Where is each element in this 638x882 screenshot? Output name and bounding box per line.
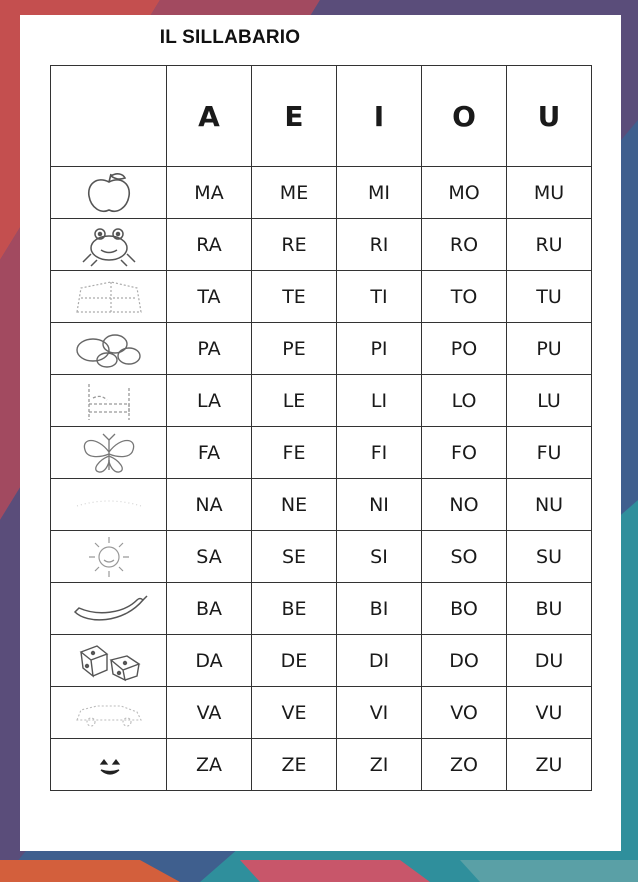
header-row: [51, 66, 592, 167]
syllable-cell: DU: [507, 635, 592, 687]
blank-icon: [67, 482, 151, 528]
syllable-cell: ZO: [422, 739, 507, 791]
butterfly-icon: [67, 430, 151, 476]
syllable-cell: LO: [422, 375, 507, 427]
cake-icon: [67, 274, 151, 320]
syllable-row: [51, 427, 592, 479]
syllable-row: [51, 531, 592, 583]
syllable-cell: NU: [507, 479, 592, 531]
syllable-cell: BU: [507, 583, 592, 635]
syllable-cell: TA: [167, 271, 252, 323]
syllable-cell: VO: [422, 687, 507, 739]
syllable-cell: ME: [252, 167, 337, 219]
vowel-header: U: [507, 66, 592, 167]
picture-cell: [51, 531, 167, 583]
syllable-cell: RI: [337, 219, 422, 271]
syllable-cell: PI: [337, 323, 422, 375]
syllable-cell: DE: [252, 635, 337, 687]
syllable-cell: ZU: [507, 739, 592, 791]
worksheet-page: [20, 15, 621, 851]
syllable-cell: ZA: [167, 739, 252, 791]
syllable-cell: MU: [507, 167, 592, 219]
syllable-cell: FA: [167, 427, 252, 479]
corner-cell: [51, 66, 167, 167]
syllable-cell: VI: [337, 687, 422, 739]
syllable-cell: MA: [167, 167, 252, 219]
syllable-cell: VU: [507, 687, 592, 739]
syllable-cell: RA: [167, 219, 252, 271]
syllable-cell: BE: [252, 583, 337, 635]
syllable-cell: MI: [337, 167, 422, 219]
syllable-cell: RE: [252, 219, 337, 271]
syllable-cell: LI: [337, 375, 422, 427]
page-title: IL SILLABARIO: [159, 27, 301, 48]
syllable-cell: ZI: [337, 739, 422, 791]
frog-icon: [67, 222, 151, 268]
syllable-cell: NI: [337, 479, 422, 531]
syllable-cell: LE: [252, 375, 337, 427]
syllable-row: [51, 583, 592, 635]
syllable-cell: RU: [507, 219, 592, 271]
vowel-header: O: [422, 66, 507, 167]
syllable-cell: DI: [337, 635, 422, 687]
syllable-cell: PO: [422, 323, 507, 375]
syllable-cell: TE: [252, 271, 337, 323]
syllable-row: [51, 375, 592, 427]
potatoes-icon: [67, 326, 151, 372]
picture-cell: [51, 219, 167, 271]
syllable-cell: VE: [252, 687, 337, 739]
syllable-cell: PU: [507, 323, 592, 375]
syllable-row: [51, 167, 592, 219]
picture-cell: [51, 375, 167, 427]
syllable-cell: MO: [422, 167, 507, 219]
syllable-row: [51, 323, 592, 375]
dice-icon: [67, 638, 151, 684]
banana-icon: [67, 586, 151, 632]
picture-cell: [51, 635, 167, 687]
syllable-cell: FI: [337, 427, 422, 479]
picture-cell: [51, 167, 167, 219]
syllable-row: [51, 739, 592, 791]
syllable-table: [50, 65, 592, 791]
syllable-cell: TU: [507, 271, 592, 323]
syllable-cell: SO: [422, 531, 507, 583]
picture-cell: [51, 687, 167, 739]
syllable-cell: TO: [422, 271, 507, 323]
picture-cell: [51, 479, 167, 531]
syllable-cell: SA: [167, 531, 252, 583]
picture-cell: [51, 323, 167, 375]
syllable-cell: BA: [167, 583, 252, 635]
syllable-cell: LU: [507, 375, 592, 427]
apple-icon: [67, 170, 151, 216]
picture-cell: [51, 739, 167, 791]
vowel-header: A: [167, 66, 252, 167]
syllable-row: [51, 635, 592, 687]
syllable-cell: BI: [337, 583, 422, 635]
vowel-header: I: [337, 66, 422, 167]
syllable-cell: ZE: [252, 739, 337, 791]
sun-icon: [67, 534, 151, 580]
vowel-header: E: [252, 66, 337, 167]
syllable-cell: TI: [337, 271, 422, 323]
syllable-cell: BO: [422, 583, 507, 635]
syllable-cell: FO: [422, 427, 507, 479]
syllable-row: [51, 687, 592, 739]
car-icon: [67, 690, 151, 736]
syllable-cell: SU: [507, 531, 592, 583]
syllable-cell: FU: [507, 427, 592, 479]
syllable-cell: DO: [422, 635, 507, 687]
syllable-cell: FE: [252, 427, 337, 479]
syllable-cell: VA: [167, 687, 252, 739]
syllable-cell: NA: [167, 479, 252, 531]
syllable-cell: NE: [252, 479, 337, 531]
syllable-row: [51, 271, 592, 323]
syllable-cell: LA: [167, 375, 252, 427]
syllable-row: [51, 479, 592, 531]
syllable-cell: PA: [167, 323, 252, 375]
bed-icon: [67, 378, 151, 424]
syllable-cell: SI: [337, 531, 422, 583]
syllable-cell: PE: [252, 323, 337, 375]
syllable-cell: DA: [167, 635, 252, 687]
pumpkin-icon: [67, 742, 151, 788]
picture-cell: [51, 583, 167, 635]
picture-cell: [51, 271, 167, 323]
syllable-cell: SE: [252, 531, 337, 583]
syllable-cell: RO: [422, 219, 507, 271]
syllable-cell: NO: [422, 479, 507, 531]
syllable-row: [51, 219, 592, 271]
picture-cell: [51, 427, 167, 479]
